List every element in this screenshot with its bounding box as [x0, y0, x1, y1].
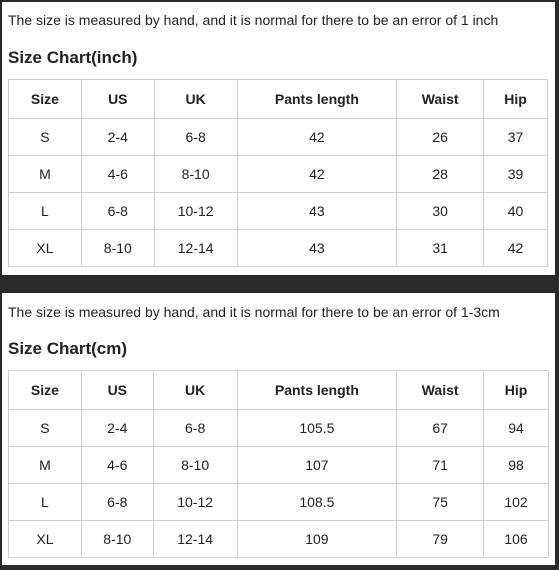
cell-pants-length: 43 — [237, 230, 397, 267]
cell-uk: 6-8 — [154, 119, 237, 156]
cell-us: 2-4 — [81, 119, 154, 156]
cell-us: 6-8 — [81, 484, 153, 521]
cell-waist: 79 — [397, 521, 484, 558]
cell-size: L — [9, 193, 82, 230]
cell-size: XL — [9, 521, 82, 558]
header-waist: Waist — [397, 371, 484, 410]
cell-waist: 75 — [397, 484, 484, 521]
header-size: Size — [9, 80, 82, 119]
table-row — [9, 193, 548, 230]
header-size: Size — [9, 371, 82, 410]
table-header-row — [9, 80, 548, 119]
header-us: US — [81, 371, 153, 410]
cell-size: S — [9, 410, 82, 447]
cell-uk: 8-10 — [154, 156, 237, 193]
size-chart-title: Size Chart(inch) — [8, 48, 138, 67]
cell-us: 4-6 — [81, 447, 153, 484]
cell-uk: 8-10 — [153, 447, 237, 484]
measurement-note: The size is measured by hand, and it is normal for there to be an error of 1 inch — [8, 12, 499, 28]
cell-hip: 102 — [484, 484, 549, 521]
table-row — [9, 410, 549, 447]
size-chart-cm-panel — [2, 293, 555, 565]
table-row — [9, 521, 549, 558]
cell-pants-length: 42 — [237, 156, 397, 193]
size-table-inch — [8, 79, 548, 267]
header-hip: Hip — [484, 80, 548, 119]
cell-size: L — [9, 484, 82, 521]
cell-hip: 42 — [484, 230, 548, 267]
cell-us: 6-8 — [81, 193, 154, 230]
cell-hip: 106 — [484, 521, 549, 558]
cell-hip: 40 — [484, 193, 548, 230]
cell-uk: 10-12 — [153, 484, 237, 521]
cell-uk: 12-14 — [154, 230, 237, 267]
header-hip: Hip — [484, 371, 549, 410]
header-uk: UK — [153, 371, 237, 410]
table-header-row — [9, 371, 549, 410]
size-chart-title: Size Chart(cm) — [8, 339, 128, 358]
cell-us: 8-10 — [81, 230, 154, 267]
cell-pants-length: 108.5 — [237, 484, 397, 521]
cell-pants-length: 43 — [237, 193, 397, 230]
cell-hip: 37 — [484, 119, 548, 156]
cell-pants-length: 42 — [237, 119, 397, 156]
header-pants-length: Pants length — [237, 80, 397, 119]
cell-us: 8-10 — [81, 521, 153, 558]
cell-us: 2-4 — [81, 410, 153, 447]
cell-size: S — [9, 119, 82, 156]
cell-size: XL — [9, 230, 82, 267]
cell-waist: 67 — [397, 410, 484, 447]
header-waist: Waist — [397, 80, 484, 119]
cell-waist: 26 — [397, 119, 484, 156]
cell-pants-length: 109 — [237, 521, 397, 558]
cell-pants-length: 107 — [237, 447, 397, 484]
table-row — [9, 119, 548, 156]
cell-uk: 10-12 — [154, 193, 237, 230]
table-row — [9, 156, 548, 193]
measurement-note: The size is measured by hand, and it is normal for there to be an error of 1-3cm — [8, 304, 500, 320]
cell-pants-length: 105.5 — [237, 410, 397, 447]
header-us: US — [81, 80, 154, 119]
cell-hip: 94 — [484, 410, 549, 447]
cell-size: M — [9, 156, 82, 193]
cell-uk: 12-14 — [153, 521, 237, 558]
table-row — [9, 230, 548, 267]
header-uk: UK — [154, 80, 237, 119]
header-pants-length: Pants length — [237, 371, 397, 410]
cell-hip: 39 — [484, 156, 548, 193]
size-chart-inch-panel — [2, 2, 555, 275]
cell-waist: 28 — [397, 156, 484, 193]
size-table-cm — [8, 370, 549, 558]
cell-waist: 31 — [397, 230, 484, 267]
cell-us: 4-6 — [81, 156, 154, 193]
cell-waist: 71 — [397, 447, 484, 484]
cell-waist: 30 — [397, 193, 484, 230]
table-row — [9, 484, 549, 521]
cell-hip: 98 — [484, 447, 549, 484]
cell-uk: 6-8 — [153, 410, 237, 447]
table-row — [9, 447, 549, 484]
cell-size: M — [9, 447, 82, 484]
